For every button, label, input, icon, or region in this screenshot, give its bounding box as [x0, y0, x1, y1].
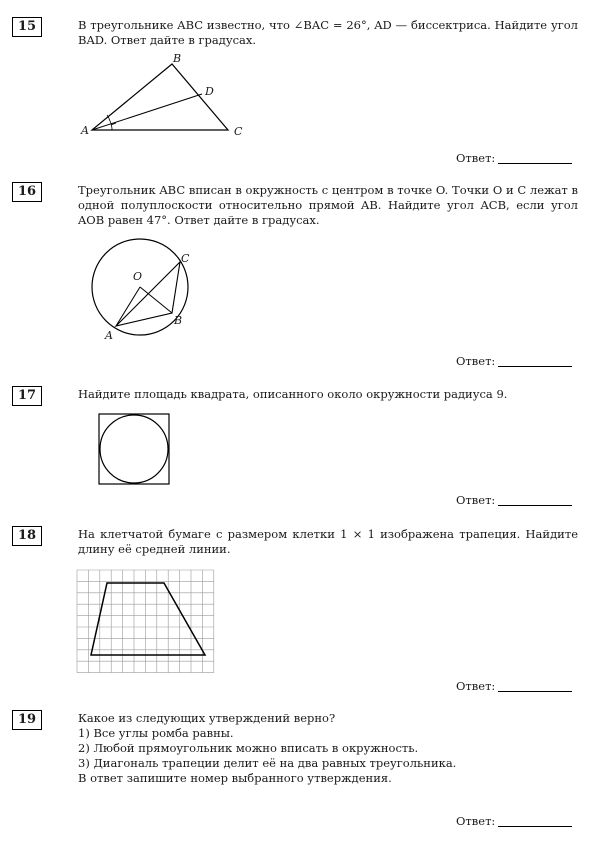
task-text-line: В треугольнике ABC известно, что ∠BAC = 26°, AD — биссектриса. Найдите угол BAD. Ответ дайте в градусах.	[78, 18, 578, 47]
label-B: B	[174, 314, 183, 327]
label-D: D	[205, 85, 214, 98]
answer-field[interactable]	[456, 814, 578, 828]
answer-line[interactable]	[498, 679, 572, 692]
answer-label: Ответ:	[456, 354, 496, 368]
task-number: 16	[12, 182, 42, 202]
task-number: 18	[12, 526, 42, 546]
task-text-line: На клетчатой бумаге с размером клетки 1 × 1 изображена трапеция. Найдите длину её средней линии.	[78, 527, 578, 556]
label-C: C	[181, 252, 190, 265]
label-C: C	[234, 125, 243, 138]
label-A: A	[81, 124, 89, 137]
answer-label: Ответ:	[456, 679, 496, 693]
task-text-line: Треугольник ABC вписан в окружность с центром в точке O. Точки O и C лежат в одной полуплоскости относительно прямой AB. Найдите угол ACB, если угол AOB равен 47°. Ответ дайте в градусах.	[78, 183, 578, 227]
task-number: 19	[12, 710, 42, 730]
task-option: 1) Все углы ромба равны.	[78, 726, 234, 740]
task-text-line: Найдите площадь квадрата, описанного около окружности радиуса 9.	[78, 387, 508, 401]
answer-label: Ответ:	[456, 493, 496, 507]
answer-line[interactable]	[498, 814, 572, 827]
label-B: B	[173, 52, 182, 65]
task-text-line: Какое из следующих утверждений верно?	[78, 711, 336, 725]
task-option: 2) Любой прямоугольник можно вписать в окружность.	[78, 741, 419, 755]
task-text	[78, 711, 578, 786]
answer-field[interactable]	[456, 679, 578, 693]
task-option: 3) Диагональ трапеции делит её на два равных треугольника.	[78, 756, 457, 770]
label-A: A	[105, 329, 113, 342]
task-text-line: В ответ запишите номер выбранного утверждения.	[78, 771, 392, 785]
task-number: 17	[12, 386, 42, 406]
label-O: O	[133, 270, 143, 283]
answer-label: Ответ:	[456, 151, 496, 165]
task-number: 15	[12, 17, 42, 37]
answer-label: Ответ:	[456, 814, 496, 828]
